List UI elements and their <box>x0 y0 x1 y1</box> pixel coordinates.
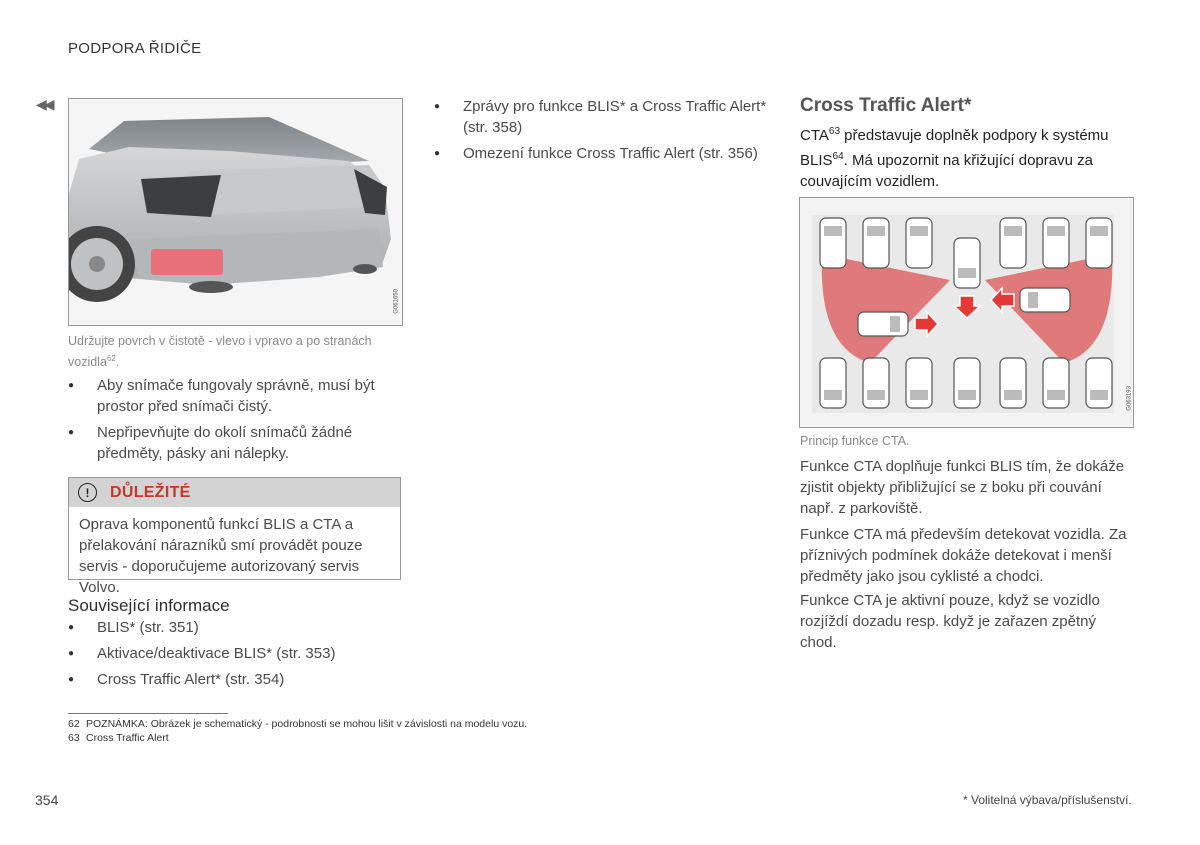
sensor-tips-list <box>68 375 383 464</box>
related-links-continued <box>434 96 769 164</box>
important-notice <box>68 477 401 596</box>
footnote: 63 Cross Traffic Alert <box>68 732 169 744</box>
intro-paragraph: CTA$^{63}$ představuje doplněk podpory k systému BLIS$^{64}$. Má upozornit na křižující dopravu za couvajícím vozidlem. <box>800 126 1109 190</box>
section-title: Cross Traffic Alert* <box>800 95 972 116</box>
footer-note: * Volitelná výbava/příslušenství. <box>963 793 1132 807</box>
important-title: DŮLEŽITÉ <box>110 483 191 501</box>
sensor-area-highlight <box>151 249 223 275</box>
paragraph: Funkce CTA má především detekovat vozidla. Za příznivých podmínek dokáže detekovat i menší předměty jako jsou cyklisté a chodci. <box>800 526 1127 585</box>
related-link[interactable]: ● BLIS* (str. 351) <box>68 617 398 638</box>
paragraph: Funkce CTA doplňuje funkci BLIS tím, že dokáže zjistit objekty přibližující se z boku při couvání např. z parkoviště. <box>800 458 1125 517</box>
warning-icon: ! <box>78 483 97 502</box>
figure-code: G061650 <box>394 289 400 314</box>
back-arrows-icon[interactable]: ◀◀ <box>36 96 52 112</box>
related-link[interactable]: ● Aktivace/deaktivace BLIS* (str. 353) <box>68 643 398 664</box>
related-heading: Související informace <box>68 596 230 615</box>
cta-diagram-illustration <box>800 198 1133 427</box>
footnote-divider <box>68 713 228 714</box>
related-link[interactable]: ● Cross Traffic Alert* (str. 354) <box>68 669 398 690</box>
page-number: 354 <box>35 792 59 808</box>
figure-caption: Princip funkce CTA. <box>800 434 910 448</box>
list-item: ● Nepřipevňujte do okolí snímačů žádné předměty, pásky ani nálepky. <box>68 422 383 464</box>
list-item: ● Aby snímače fungovaly správně, musí být prostor před snímači čistý. <box>68 375 383 417</box>
car-rear-figure <box>68 98 403 326</box>
car-rear-illustration <box>69 99 402 325</box>
related-link[interactable]: ● Zprávy pro funkce BLIS* a Cross Traffic Alert* (str. 358) <box>434 96 769 138</box>
footnote: 62 POZNÁMKA: Obrázek je schematický - podrobnosti se mohou lišit v závislosti na modelu vozu. <box>68 718 528 730</box>
figure-caption: Udržujte povrch v čistotě - vlevo i vpravo a po stranách vozidla$^{62}$. <box>68 334 372 370</box>
related-links-list <box>68 617 398 690</box>
paragraph: Funkce CTA je aktivní pouze, když se vozidlo rozjíždí dozadu resp. když je zařazen zpětný chod. <box>800 592 1100 651</box>
figure-code: G063193 <box>1127 386 1133 411</box>
important-text: Oprava komponentů funkcí BLIS a CTA a přelakování nárazníků smí provádět pouze servis - doporučujeme autorizovaný servis Volvo. <box>79 516 363 596</box>
cta-diagram <box>799 197 1134 428</box>
page-header: PODPORA ŘIDIČE <box>68 40 202 57</box>
related-link[interactable]: ● Omezení funkce Cross Traffic Alert (str. 356) <box>434 143 769 164</box>
important-header <box>69 478 400 507</box>
